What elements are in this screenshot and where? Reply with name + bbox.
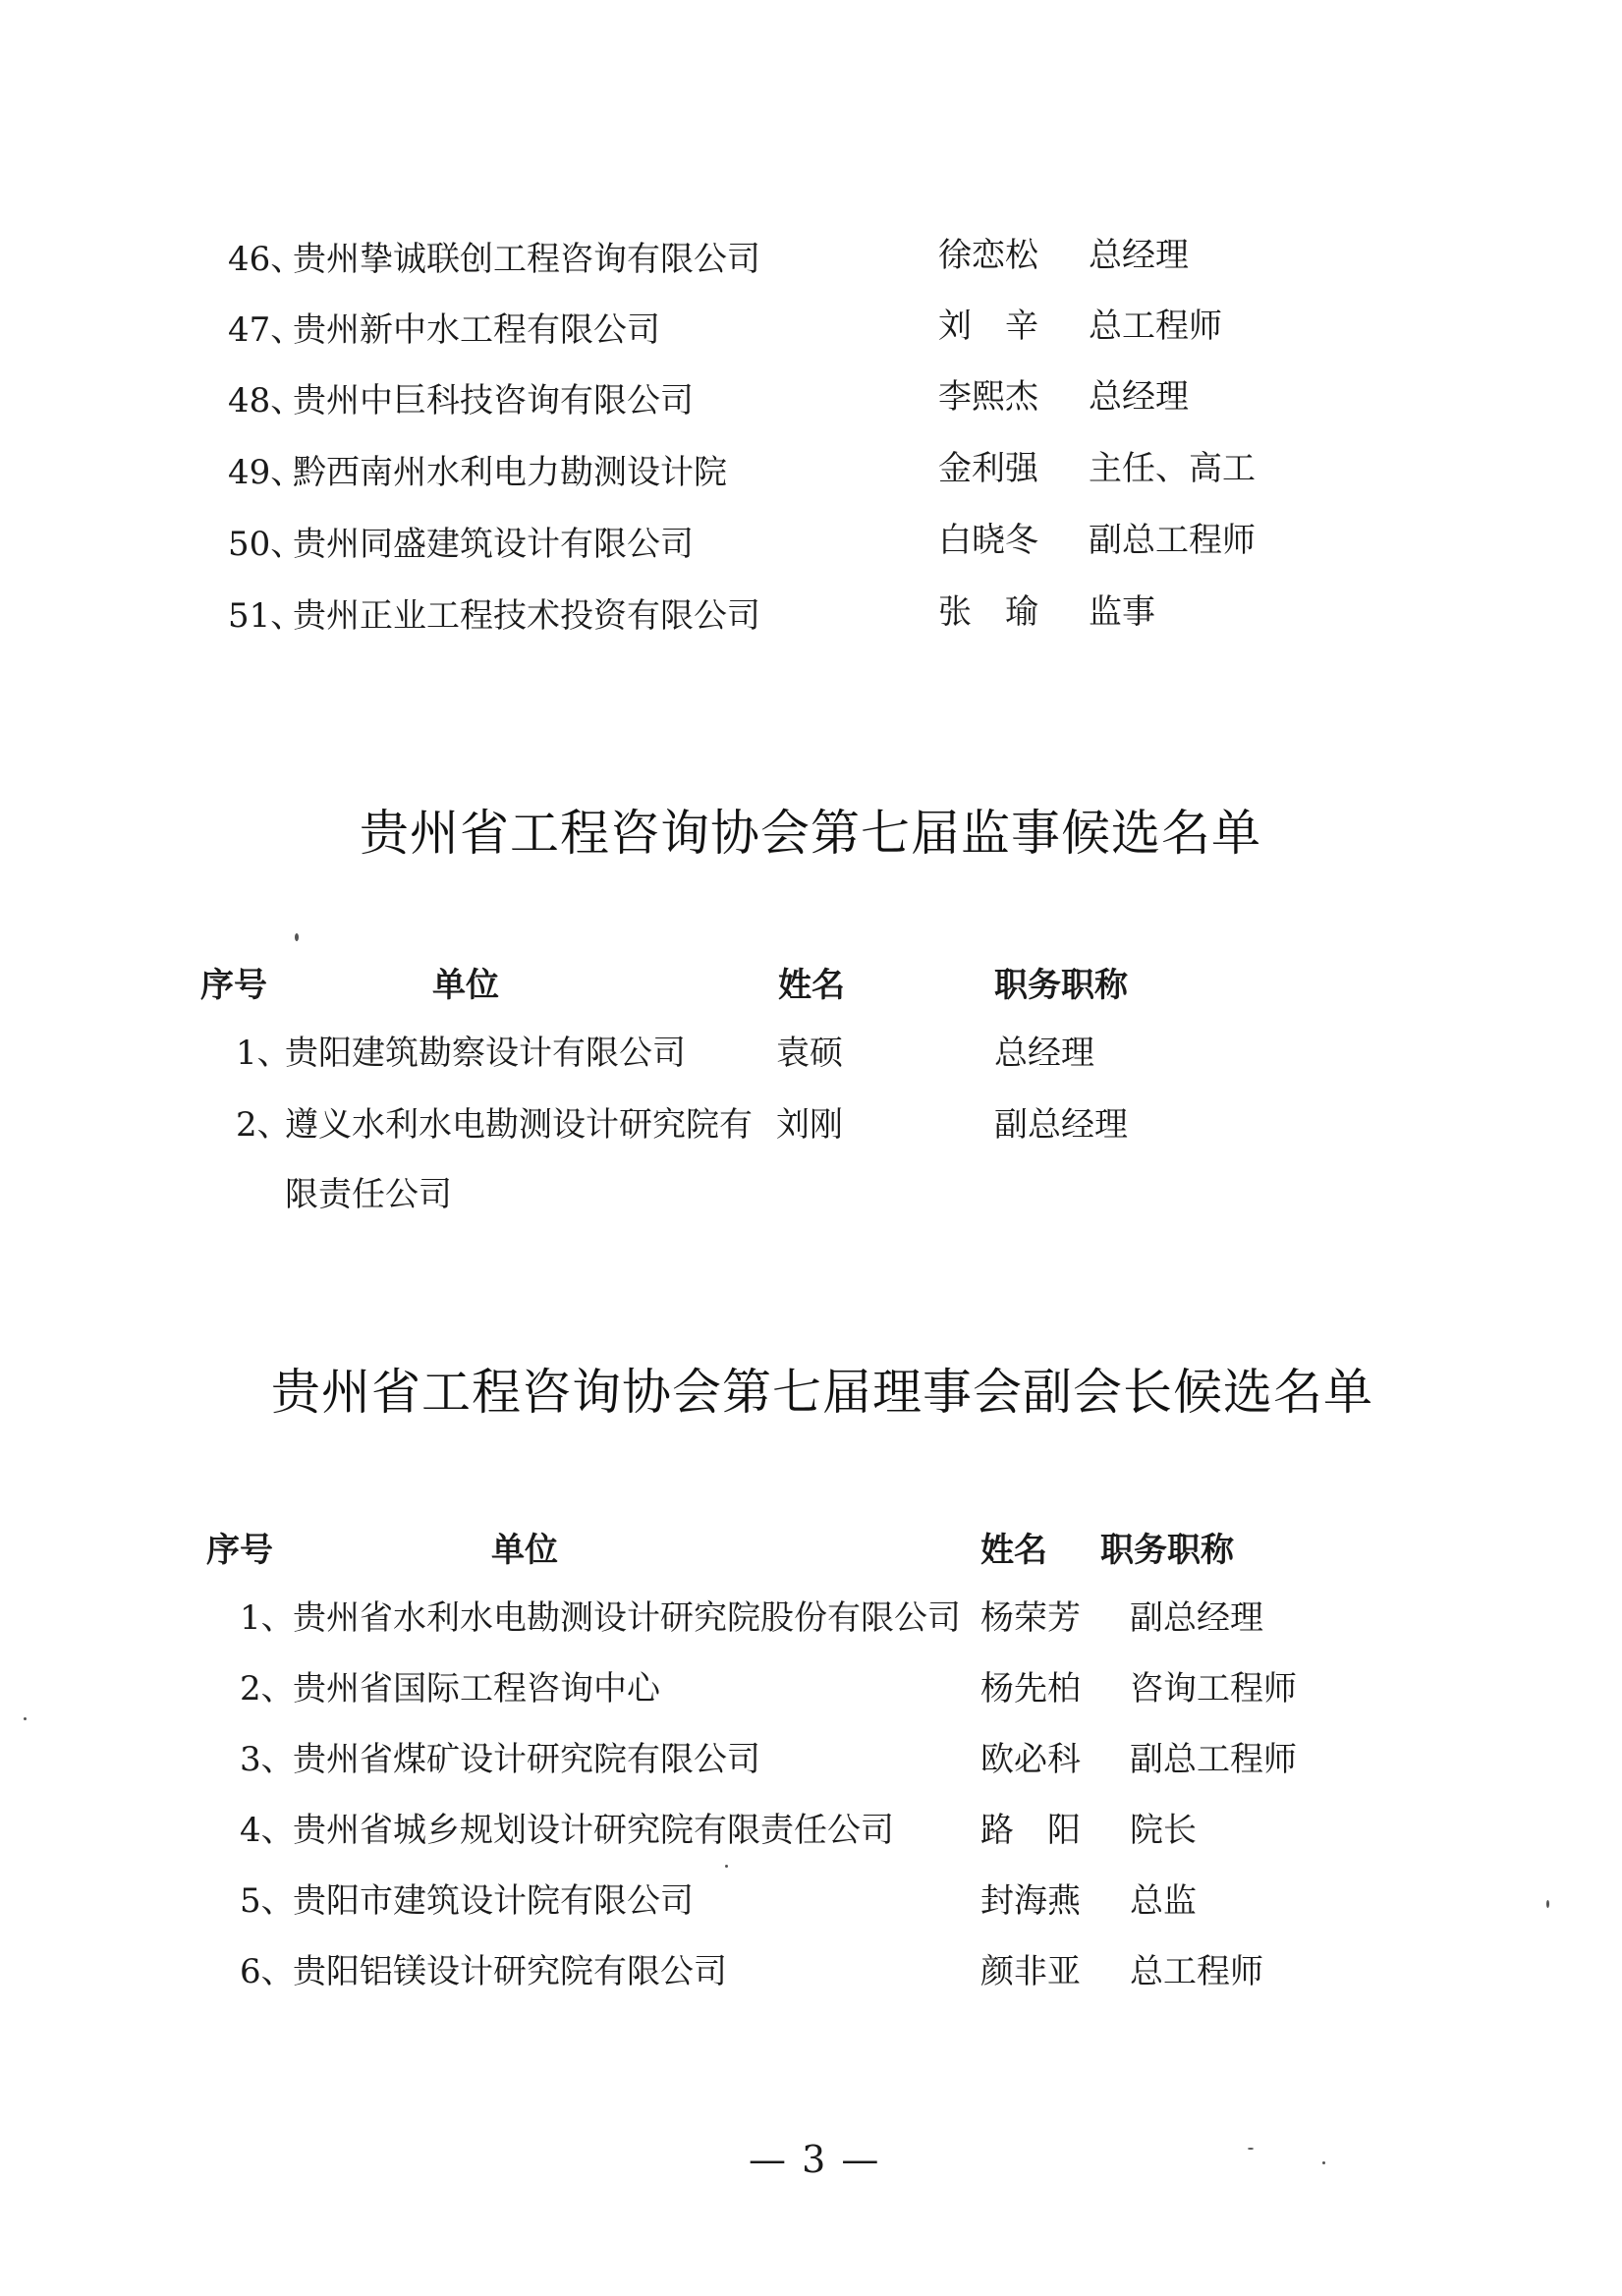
item-name: 张 瑜 (938, 592, 1038, 632)
page-number: — 3 — (749, 2138, 881, 2181)
item-unit: 贵州挚诚联创工程咨询有限公司 (293, 240, 760, 279)
item-unit: 黔西南州水利电力勘测设计院 (293, 453, 727, 492)
item-unit: 贵州同盛建筑设计有限公司 (293, 525, 694, 564)
item-name: 徐恋松 (938, 236, 1038, 275)
row-unit: 贵州省水利水电勘测设计研究院股份有限公司 (293, 1598, 961, 1638)
item-unit: 贵州新中水工程有限公司 (293, 310, 660, 350)
item-name: 刘 辛 (938, 307, 1038, 346)
scan-speck (24, 1717, 27, 1720)
row-title: 副总经理 (994, 1105, 1128, 1145)
section-heading: 贵州省工程咨询协会第七届理事会副会长候选名单 (271, 1364, 1373, 1421)
row-name: 杨先柏 (980, 1669, 1081, 1708)
row-number: 1、 (240, 1598, 295, 1638)
row-number: 5、 (240, 1881, 295, 1921)
header-number: 序号 (200, 966, 267, 1005)
item-number: 46、 (228, 240, 305, 279)
row-number: 2、 (240, 1669, 295, 1708)
row-name: 欧必科 (980, 1740, 1081, 1779)
item-number: 48、 (228, 381, 305, 420)
row-number: 2、 (236, 1105, 291, 1145)
header-number: 序号 (206, 1531, 273, 1570)
header-name: 姓名 (778, 966, 845, 1005)
item-unit: 贵州正业工程技术投资有限公司 (293, 596, 760, 636)
row-unit: 贵州省国际工程咨询中心 (293, 1669, 660, 1708)
item-title: 副总工程师 (1089, 521, 1256, 560)
row-number: 3、 (240, 1740, 295, 1779)
item-title: 监事 (1089, 592, 1155, 632)
item-number: 50、 (228, 525, 305, 564)
row-unit: 贵阳铝镁设计研究院有限公司 (293, 1952, 727, 1991)
row-unit: 遵义水利水电勘测设计研究院有 (285, 1105, 753, 1145)
row-number: 6、 (240, 1952, 295, 1991)
row-title: 总经理 (994, 1034, 1094, 1073)
row-unit: 贵阳建筑勘察设计有限公司 (285, 1034, 686, 1073)
header-title: 职务职称 (1100, 1531, 1234, 1570)
row-title: 总监 (1130, 1881, 1197, 1921)
section-heading: 贵州省工程咨询协会第七届监事候选名单 (360, 805, 1261, 862)
item-name: 金利强 (938, 449, 1038, 488)
row-name: 颜非亚 (980, 1952, 1081, 1991)
header-unit: 单位 (432, 966, 499, 1005)
item-unit: 贵州中巨科技咨询有限公司 (293, 381, 694, 420)
row-name: 路 阳 (980, 1811, 1081, 1850)
item-title: 主任、高工 (1089, 449, 1256, 488)
row-title: 院长 (1130, 1811, 1197, 1850)
row-unit: 贵州省煤矿设计研究院有限公司 (293, 1740, 760, 1779)
row-title: 副总工程师 (1130, 1740, 1297, 1779)
item-number: 51、 (228, 596, 305, 636)
item-title: 总经理 (1089, 377, 1189, 417)
row-title: 总工程师 (1130, 1952, 1263, 1991)
item-title: 总工程师 (1089, 307, 1222, 346)
row-title: 副总经理 (1130, 1598, 1263, 1638)
scan-speck (1546, 1900, 1549, 1908)
row-unit-continued: 限责任公司 (285, 1175, 452, 1214)
row-name: 杨荣芳 (980, 1598, 1081, 1638)
item-name: 李熙杰 (938, 377, 1038, 417)
item-number: 47、 (228, 310, 305, 350)
item-title: 总经理 (1089, 236, 1189, 275)
row-name: 封海燕 (980, 1881, 1081, 1921)
scan-speck (1248, 2148, 1254, 2150)
row-name: 刘刚 (776, 1105, 843, 1145)
row-number: 4、 (240, 1811, 295, 1850)
item-number: 49、 (228, 453, 305, 492)
header-title: 职务职称 (994, 966, 1128, 1005)
scan-speck (1322, 2161, 1325, 2164)
row-name: 袁硕 (776, 1034, 843, 1073)
row-number: 1、 (236, 1034, 291, 1073)
header-unit: 单位 (491, 1531, 558, 1570)
row-unit: 贵州省城乡规划设计研究院有限责任公司 (293, 1811, 894, 1850)
row-unit: 贵阳市建筑设计院有限公司 (293, 1881, 694, 1921)
scan-speck (295, 933, 299, 941)
scan-speck (725, 1865, 728, 1868)
item-name: 白晓冬 (938, 521, 1038, 560)
row-title: 咨询工程师 (1130, 1669, 1297, 1708)
header-name: 姓名 (980, 1531, 1047, 1570)
